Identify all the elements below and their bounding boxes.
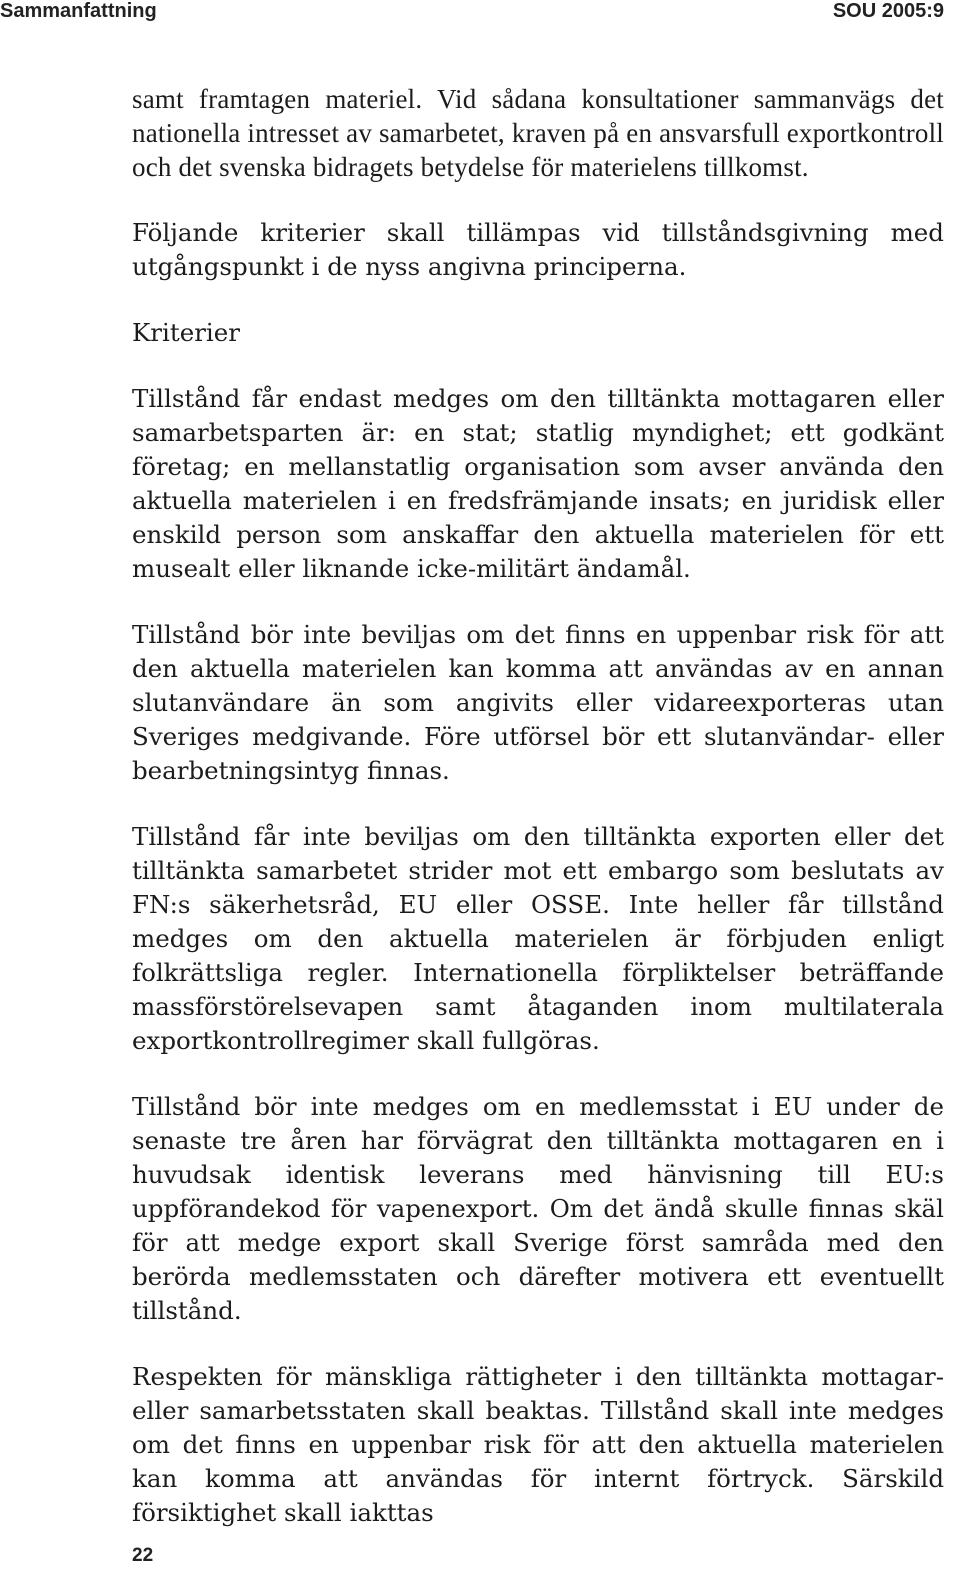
page-number: 22	[132, 1545, 154, 1566]
paragraph-2: Följande kriterier skall tillämpas vid tillståndsgivning med utgångspunkt i de nyss angivna principerna.	[132, 218, 944, 281]
section-heading: Kriterier	[132, 318, 240, 347]
paragraph-4: Tillstånd bör inte beviljas om det finns en uppenbar risk för att den aktuella materielen kan komma att användas av en annan slutanvändare än som angivits eller vidareexporteras utan Sveriges medgivande. Före utförsel bör ett slutanvändar- eller bearbetningsintyg finnas.	[132, 620, 944, 785]
paragraph-1: samt framtagen materiel. Vid sådana konsultationer sammanvägs det nationella intresset av samarbetet, kraven på en ansvarsfull exportkontroll och det svenska bidragets betydelse för materielens tillkomst.	[132, 84, 944, 182]
paragraph-7: Respekten för mänskliga rättigheter i den tilltänkta mottagar- eller samarbetsstaten skall beaktas. Tillstånd skall inte medges om det finns en uppenbar risk för att den aktuella materielen kan komma att användas för internt förtryck. Särskild försiktighet skall iakttas	[132, 1362, 944, 1527]
report-id: SOU 2005:9	[832, 0, 944, 22]
paragraph-3: Tillstånd får endast medges om den tilltänkta mottagaren eller samarbetsparten är: en stat; statlig myndighet; ett godkänt företag; en mellanstatlig organisation som avser använda den aktuella materielen i en fredsfrämjande insats; en juridisk eller enskild person som anskaffar den aktuella materielen för ett musealt eller liknande icke-militärt ändamål.	[132, 384, 944, 583]
paragraph-5: Tillstånd får inte beviljas om den tilltänkta exporten eller det tilltänkta samarbetet strider mot ett embargo som beslutats av FN:s säkerhetsråd, EU eller OSSE. Inte heller får tillstånd medges om den aktuella materielen är förbjuden enligt folkrättsliga regler. Internationella förpliktelser beträffande massförstörelsevapen samt åtaganden inom multilaterala exportkontrollregimer skall fullgöras.	[132, 822, 944, 1055]
running-header	[0, 0, 960, 24]
body-text	[132, 82, 944, 1562]
section-title: Sammanfattning	[0, 0, 157, 22]
paragraph-6: Tillstånd bör inte medges om en medlemsstat i EU under de senaste tre åren har förvägrat den tilltänkta mottagaren en i huvudsak identisk leverans med hänvisning till EU:s uppförandekod för vapenexport. Om det ändå skulle finnas skäl för att medge export skall Sverige först samråda med den berörda medlemsstaten och därefter motivera ett eventuellt tillstånd.	[132, 1092, 944, 1325]
